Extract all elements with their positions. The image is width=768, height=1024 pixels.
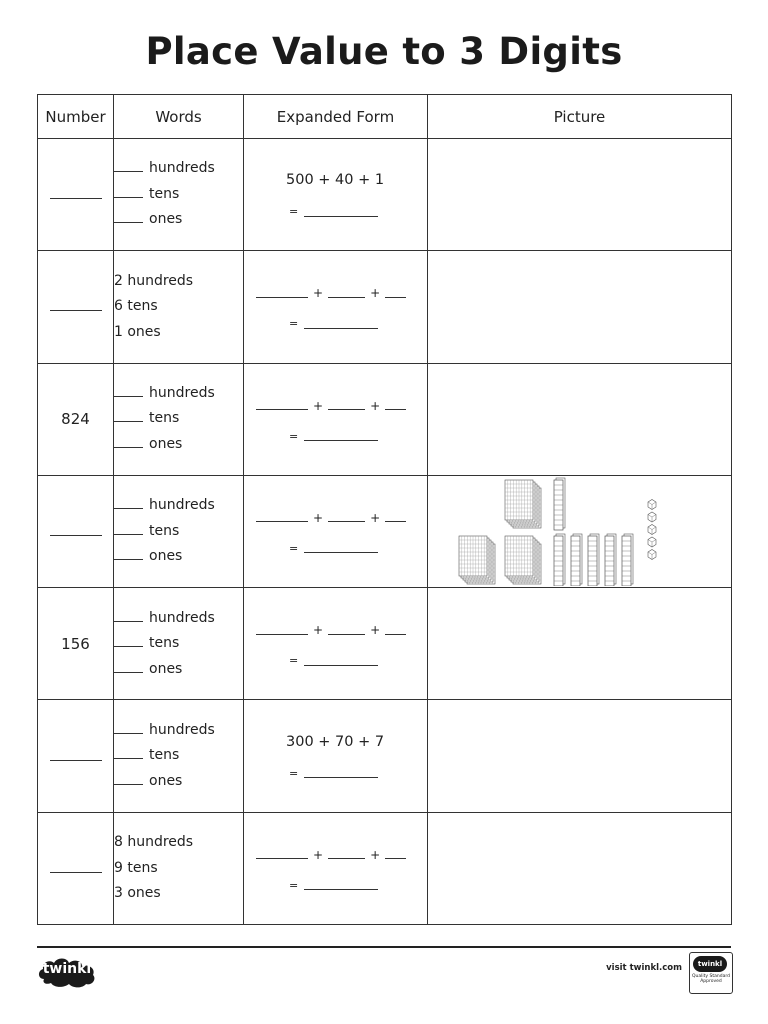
visit-link[interactable]: visit twinkl.com bbox=[606, 963, 682, 973]
table-row bbox=[38, 139, 732, 251]
words-label: hundreds bbox=[149, 497, 215, 514]
words-blank[interactable] bbox=[114, 719, 143, 734]
expanded-blanks bbox=[256, 622, 406, 638]
tens-block bbox=[588, 534, 599, 586]
expanded-blanks bbox=[256, 847, 406, 863]
words-blank[interactable] bbox=[114, 494, 143, 509]
words-cell bbox=[114, 588, 244, 700]
hundreds-block bbox=[505, 480, 541, 528]
words-ones-line: 3 ones bbox=[114, 885, 161, 902]
footer-rule bbox=[37, 946, 731, 948]
plus-sign: + bbox=[313, 623, 324, 638]
words-blank[interactable] bbox=[114, 744, 143, 759]
equals-line bbox=[289, 205, 378, 218]
expanded-blank[interactable] bbox=[385, 401, 406, 410]
picture-cell bbox=[428, 700, 732, 812]
expanded-value: 300 + 70 + 7 bbox=[286, 733, 385, 750]
expanded-blanks bbox=[256, 510, 406, 526]
words-label: ones bbox=[149, 660, 183, 677]
words-label: hundreds bbox=[149, 160, 215, 177]
answer-blank[interactable] bbox=[304, 544, 378, 553]
number-cell[interactable] bbox=[38, 139, 114, 251]
hundreds-block bbox=[505, 536, 541, 584]
expanded-blanks bbox=[256, 285, 406, 301]
tens-block bbox=[554, 478, 565, 530]
ones-block bbox=[648, 537, 656, 547]
answer-blank[interactable] bbox=[304, 657, 378, 666]
answer-blank[interactable] bbox=[304, 320, 378, 329]
words-blank[interactable] bbox=[114, 208, 143, 223]
words-hundreds-line: 8 hundreds bbox=[114, 834, 194, 851]
words-blank[interactable] bbox=[114, 382, 143, 397]
words-ones-line bbox=[114, 544, 243, 570]
answer-blank[interactable] bbox=[304, 208, 378, 217]
words-label: tens bbox=[149, 635, 180, 652]
hundreds-block bbox=[459, 536, 495, 584]
words-tens-line: 9 tens bbox=[114, 859, 158, 876]
expanded-cell bbox=[244, 700, 428, 812]
plus-sign: + bbox=[370, 847, 381, 862]
words-cell bbox=[114, 812, 244, 924]
words-cell bbox=[114, 475, 244, 587]
plus-sign: + bbox=[370, 623, 381, 638]
words-label: ones bbox=[149, 211, 183, 228]
words-ones-line bbox=[114, 657, 243, 683]
table-row bbox=[38, 700, 732, 812]
number-cell[interactable] bbox=[38, 475, 114, 587]
words-cell bbox=[114, 251, 244, 363]
table-row bbox=[38, 363, 732, 475]
header-expanded-form: Expanded Form bbox=[244, 95, 428, 139]
words-cell bbox=[114, 139, 244, 251]
number-cell bbox=[38, 588, 114, 700]
words-blank[interactable] bbox=[114, 407, 143, 422]
words-hundreds-line bbox=[114, 493, 243, 519]
number-cell[interactable] bbox=[38, 251, 114, 363]
expanded-cell bbox=[244, 139, 428, 251]
picture-cell bbox=[428, 475, 732, 587]
page-title: Place Value to 3 Digits bbox=[145, 30, 623, 73]
header-picture: Picture bbox=[428, 95, 732, 139]
equals-line bbox=[289, 767, 378, 780]
table-row bbox=[38, 588, 732, 700]
words-label: ones bbox=[149, 548, 183, 565]
equals-line bbox=[289, 654, 378, 667]
answer-blank[interactable] bbox=[304, 769, 378, 778]
words-label: ones bbox=[149, 435, 183, 452]
words-blank[interactable] bbox=[114, 183, 143, 198]
equals-line bbox=[289, 879, 378, 892]
number-value: 156 bbox=[61, 634, 90, 653]
equals-sign: = bbox=[289, 429, 299, 443]
equals-sign: = bbox=[289, 878, 299, 892]
ones-block bbox=[648, 524, 656, 534]
number-blank[interactable] bbox=[50, 752, 102, 761]
picture-cell bbox=[428, 251, 732, 363]
expanded-blank[interactable] bbox=[328, 289, 365, 298]
expanded-blank[interactable] bbox=[328, 513, 365, 522]
words-ones-line bbox=[114, 769, 243, 795]
equals-sign: = bbox=[289, 541, 299, 555]
expanded-blank[interactable] bbox=[385, 850, 406, 859]
words-blank[interactable] bbox=[114, 433, 143, 448]
words-ones-line bbox=[114, 207, 243, 233]
words-cell bbox=[114, 700, 244, 812]
answer-blank[interactable] bbox=[304, 432, 378, 441]
number-blank[interactable] bbox=[50, 302, 102, 311]
words-label: ones bbox=[149, 772, 183, 789]
ones-block bbox=[648, 512, 656, 522]
words-hundreds-line bbox=[114, 156, 243, 182]
number-cell[interactable] bbox=[38, 700, 114, 812]
expanded-cell bbox=[244, 251, 428, 363]
words-label: tens bbox=[149, 522, 180, 539]
header-row bbox=[38, 95, 732, 139]
equals-line bbox=[289, 542, 378, 555]
number-blank[interactable] bbox=[50, 864, 102, 873]
expanded-blank[interactable] bbox=[328, 626, 365, 635]
picture-cell bbox=[428, 588, 732, 700]
badge-logo: twinkl bbox=[693, 956, 727, 972]
ones-block bbox=[648, 549, 656, 559]
picture-cell bbox=[428, 139, 732, 251]
table-row bbox=[38, 475, 732, 587]
header-words: Words bbox=[114, 95, 244, 139]
equals-sign: = bbox=[289, 317, 299, 331]
plus-sign: + bbox=[370, 286, 381, 301]
picture-cell bbox=[428, 812, 732, 924]
number-cell bbox=[38, 363, 114, 475]
twinkl-logo bbox=[36, 955, 98, 989]
plus-sign: + bbox=[313, 398, 324, 413]
plus-sign: + bbox=[370, 510, 381, 525]
plus-sign: + bbox=[313, 510, 324, 525]
expanded-blanks bbox=[256, 398, 406, 414]
table-row bbox=[38, 251, 732, 363]
expanded-blank[interactable] bbox=[385, 289, 406, 298]
tens-block bbox=[605, 534, 616, 586]
answer-blank[interactable] bbox=[304, 881, 378, 890]
expanded-blank[interactable] bbox=[256, 513, 308, 522]
number-cell[interactable] bbox=[38, 812, 114, 924]
number-blank[interactable] bbox=[50, 527, 102, 536]
plus-sign: + bbox=[370, 398, 381, 413]
words-tens-line bbox=[114, 182, 243, 208]
words-blank[interactable] bbox=[114, 157, 143, 172]
words-label: hundreds bbox=[149, 609, 215, 626]
expanded-blank[interactable] bbox=[256, 850, 308, 859]
expanded-cell bbox=[244, 812, 428, 924]
logo-text: twinkl bbox=[42, 961, 92, 977]
words-tens-line bbox=[114, 519, 243, 545]
words-hundreds-line: 2 hundreds bbox=[114, 272, 194, 289]
expanded-blank[interactable] bbox=[328, 850, 365, 859]
expanded-cell bbox=[244, 363, 428, 475]
words-label: hundreds bbox=[149, 721, 215, 738]
words-tens-line: 6 tens bbox=[114, 298, 158, 315]
expanded-blank[interactable] bbox=[385, 513, 406, 522]
table-row bbox=[38, 812, 732, 924]
expanded-blank[interactable] bbox=[256, 401, 308, 410]
expanded-cell bbox=[244, 588, 428, 700]
ones-block bbox=[648, 499, 656, 509]
expanded-blank[interactable] bbox=[256, 289, 308, 298]
words-tens-line bbox=[114, 406, 243, 432]
words-blank[interactable] bbox=[114, 658, 143, 673]
words-label: tens bbox=[149, 185, 180, 202]
equals-line bbox=[289, 317, 378, 330]
expanded-blank[interactable] bbox=[328, 401, 365, 410]
expanded-blank[interactable] bbox=[385, 626, 406, 635]
words-label: tens bbox=[149, 747, 180, 764]
expanded-blank[interactable] bbox=[256, 626, 308, 635]
words-tens-line bbox=[114, 631, 243, 657]
words-label: tens bbox=[149, 410, 180, 427]
plus-sign: + bbox=[313, 286, 324, 301]
equals-sign: = bbox=[289, 654, 299, 668]
quality-badge bbox=[689, 952, 733, 994]
words-blank[interactable] bbox=[114, 607, 143, 622]
plus-sign: + bbox=[313, 847, 324, 862]
words-blank[interactable] bbox=[114, 632, 143, 647]
number-value: 824 bbox=[61, 410, 90, 429]
base-ten-blocks bbox=[428, 476, 728, 586]
words-hundreds-line bbox=[114, 718, 243, 744]
words-hundreds-line bbox=[114, 381, 243, 407]
badge-caption: Quality Standard Approved bbox=[692, 974, 730, 984]
place-value-table bbox=[37, 94, 732, 925]
expanded-cell bbox=[244, 475, 428, 587]
tens-block bbox=[571, 534, 582, 586]
number-blank[interactable] bbox=[50, 190, 102, 199]
words-ones-line bbox=[114, 432, 243, 458]
words-cell bbox=[114, 363, 244, 475]
tens-block bbox=[554, 534, 565, 586]
words-blank[interactable] bbox=[114, 545, 143, 560]
header-number: Number bbox=[38, 95, 114, 139]
equals-sign: = bbox=[289, 205, 299, 219]
words-ones-line: 1 ones bbox=[114, 323, 161, 340]
words-blank[interactable] bbox=[114, 770, 143, 785]
picture-cell bbox=[428, 363, 732, 475]
tens-block bbox=[622, 534, 633, 586]
equals-line bbox=[289, 430, 378, 443]
words-hundreds-line bbox=[114, 606, 243, 632]
expanded-value: 500 + 40 + 1 bbox=[286, 172, 385, 189]
words-tens-line bbox=[114, 743, 243, 769]
words-blank[interactable] bbox=[114, 520, 143, 535]
equals-sign: = bbox=[289, 766, 299, 780]
words-label: hundreds bbox=[149, 384, 215, 401]
